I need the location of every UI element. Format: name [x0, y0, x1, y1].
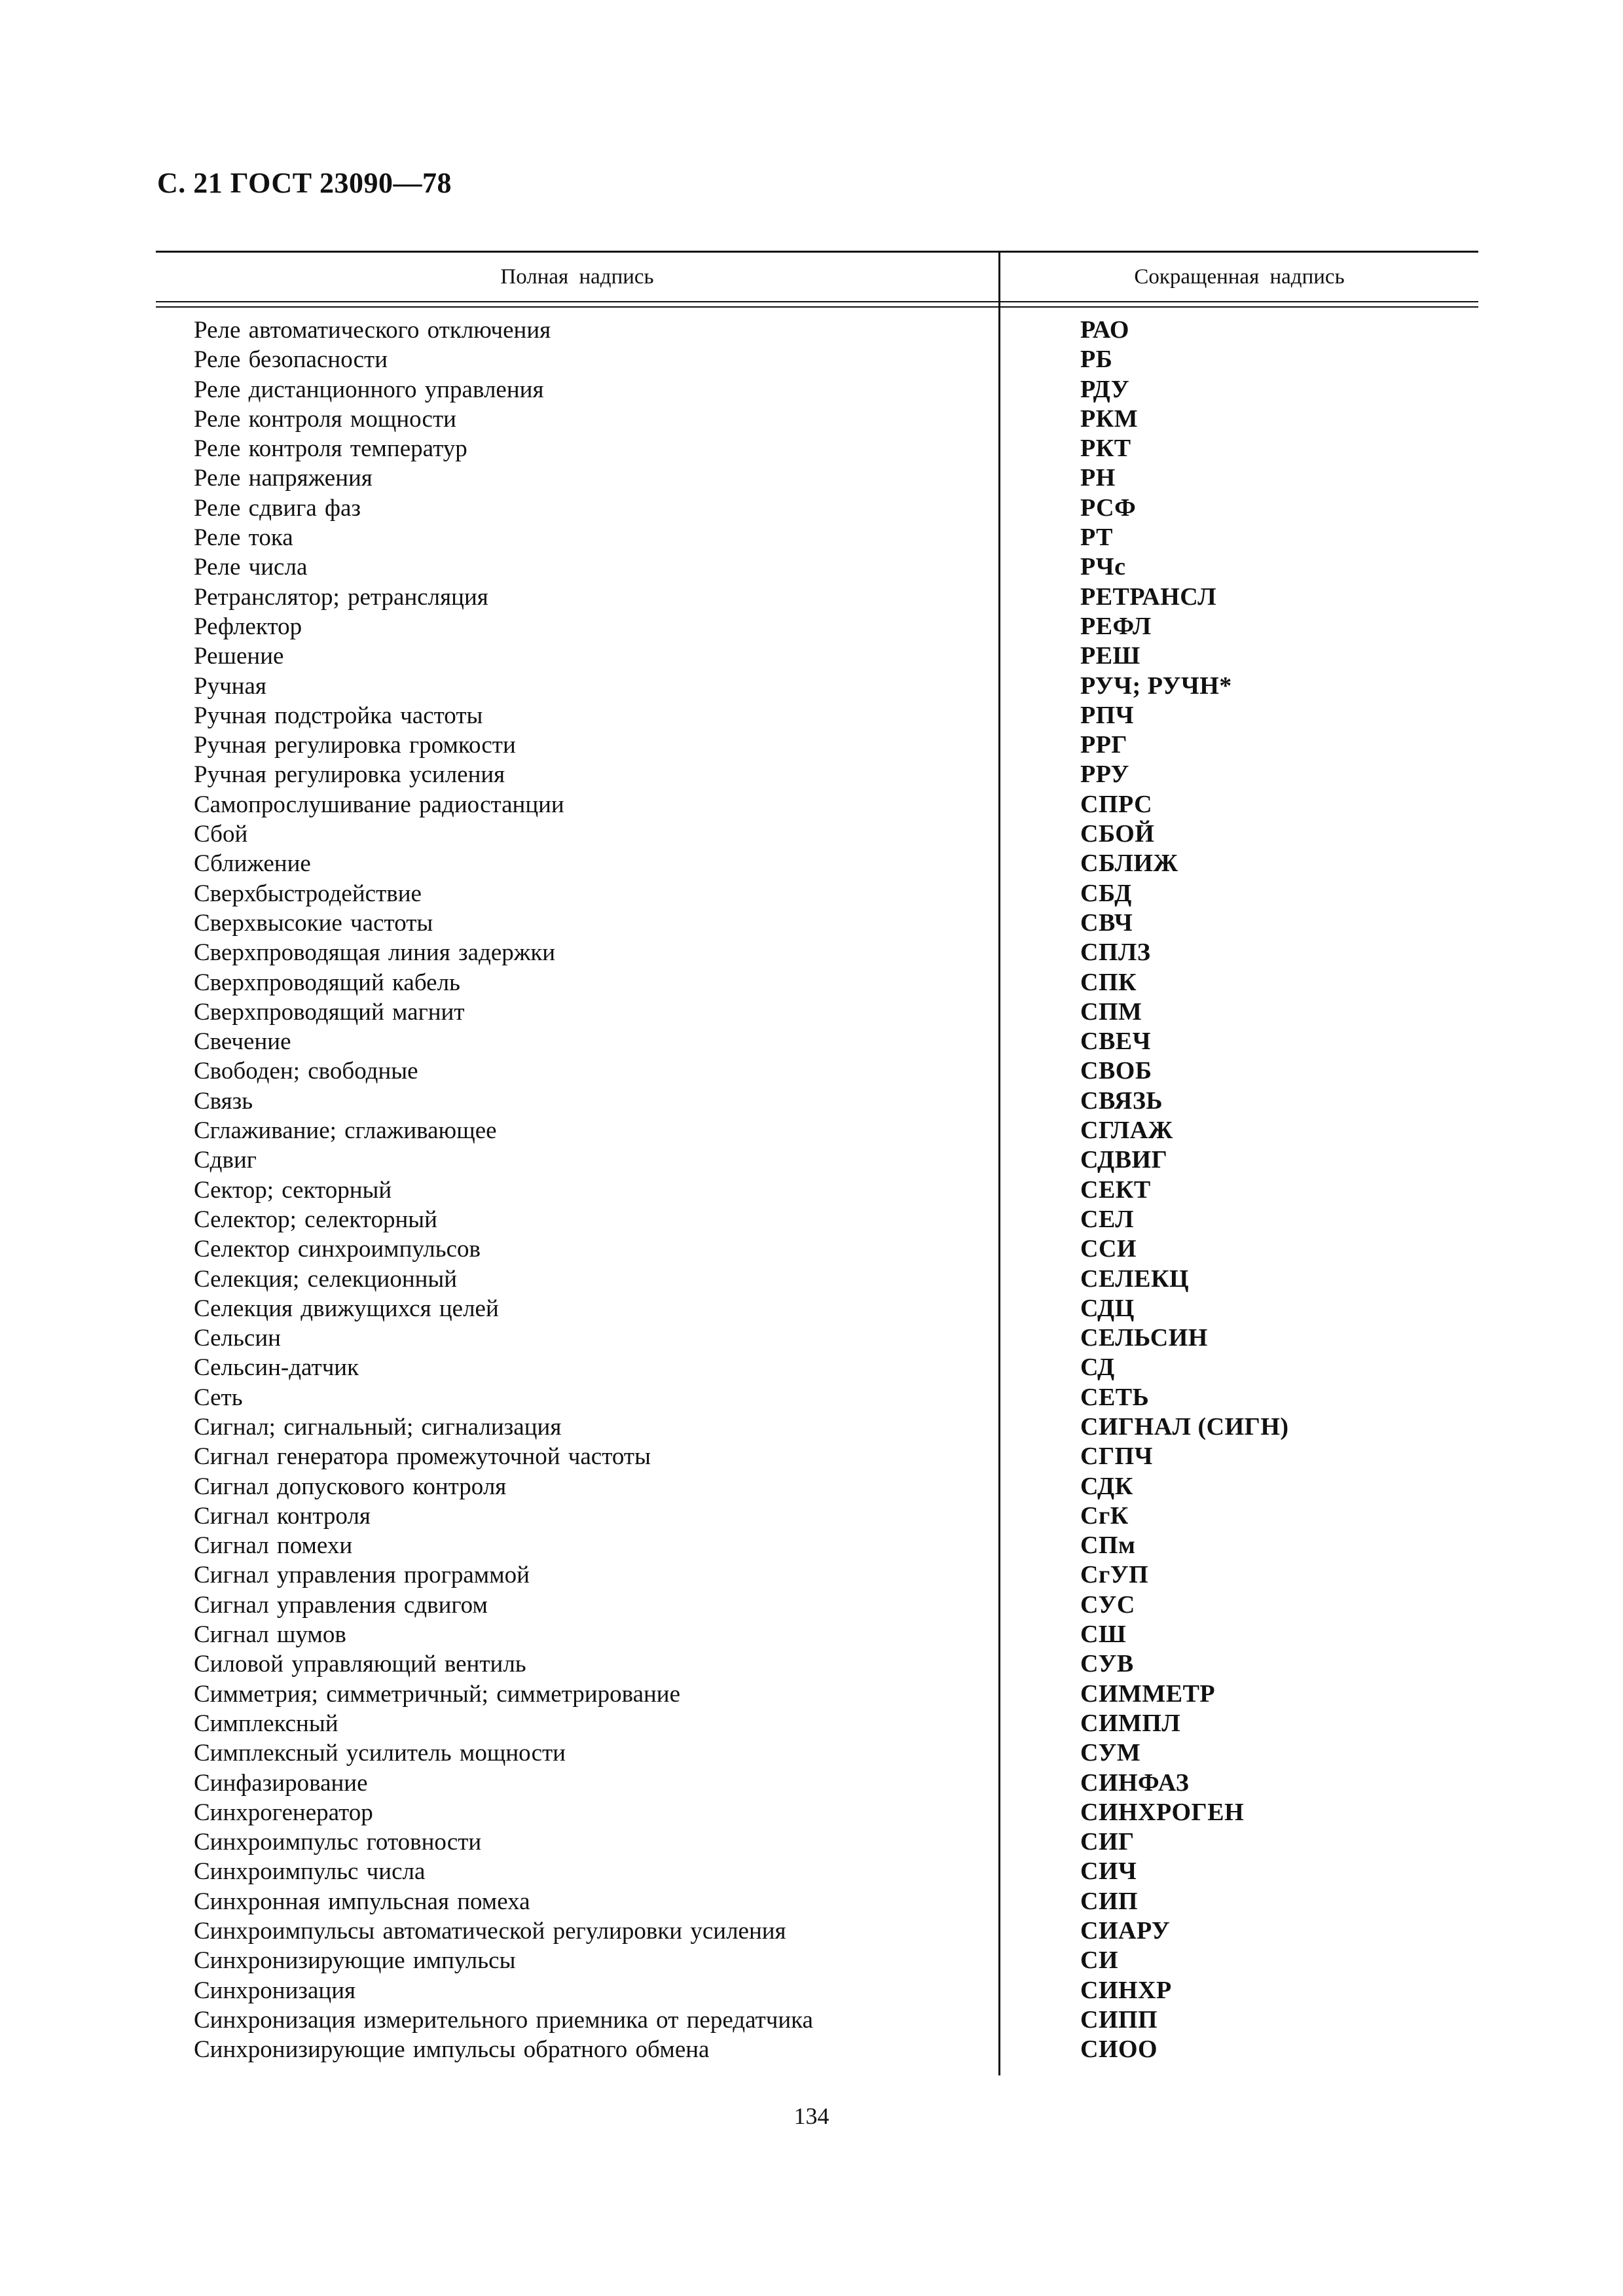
full-inscription: Сверхвысокие частоты [194, 909, 433, 937]
full-inscription: Синхрогенератор [194, 1799, 373, 1826]
abbreviated-inscription: СДВИГ [1080, 1146, 1168, 1174]
full-inscription: Селекция движущихся целей [194, 1295, 499, 1322]
full-inscription: Сигнал; сигнальный; сигнализация [194, 1413, 562, 1441]
abbreviated-inscription: СИНХРОГЕН [1080, 1798, 1245, 1826]
full-inscription: Симплексный [194, 1710, 338, 1737]
abbreviated-inscription: СПм [1080, 1532, 1136, 1560]
page-header: С. 21 ГОСТ 23090—78 [157, 167, 452, 199]
column-header-full: Полная надпись [156, 253, 1000, 301]
abbreviation-table [156, 251, 1478, 2075]
abbreviated-inscription: СИЧ [1080, 1857, 1137, 1886]
abbreviated-inscription: СИАРУ [1080, 1917, 1171, 1945]
abbreviated-inscription: РРГ [1080, 731, 1128, 759]
abbreviated-inscription: РУЧ; РУЧН* [1080, 672, 1232, 700]
abbreviated-inscription: СБЛИЖ [1080, 850, 1178, 878]
page-number: 134 [793, 2103, 830, 2129]
full-inscription: Синхронизирующие импульсы [194, 1947, 516, 1975]
table-header-row [156, 253, 1478, 301]
abbreviated-inscription: РДУ [1080, 375, 1130, 403]
table-body [156, 308, 1478, 2075]
full-inscription: Симметрия; симметричный; симметрирование [194, 1680, 681, 1708]
full-inscription: Сбой [194, 821, 248, 848]
full-inscription: Сдвиг [194, 1147, 257, 1174]
full-inscription: Сигнал управления программой [194, 1562, 530, 1589]
abbreviated-inscription: СИГ [1080, 1828, 1135, 1856]
full-inscription: Ручная регулировка громкости [194, 732, 516, 759]
abbreviated-inscription: СЕТЬ [1080, 1383, 1150, 1411]
full-inscription: Селектор синхроимпульсов [194, 1236, 481, 1263]
abbreviated-inscription: СИНФАЗ [1080, 1768, 1190, 1797]
full-inscription: Симплексный усилитель мощности [194, 1740, 566, 1767]
abbreviated-inscription: СД [1080, 1354, 1115, 1382]
full-inscription: Решение [194, 643, 284, 670]
abbreviated-inscription: РАО [1080, 316, 1129, 344]
full-inscription: Реле дистанционного управления [194, 376, 544, 403]
abbreviated-inscription: СИНХР [1080, 1976, 1172, 2004]
full-inscription: Реле контроля температур [194, 435, 467, 463]
full-inscription: Синхроимпульсы автоматической регулировки усиления [194, 1918, 786, 1945]
abbreviated-inscription: РПЧ [1080, 701, 1135, 729]
abbreviated-inscription: СИПП [1080, 2005, 1158, 2034]
full-inscription: Синхроимпульс готовности [194, 1829, 482, 1856]
header-double-rule [156, 301, 1478, 308]
abbreviated-inscription: СИ [1080, 1946, 1118, 1975]
full-inscription: Свечение [194, 1028, 291, 1056]
full-inscription: Сигнал контроля [194, 1502, 371, 1530]
abbreviated-inscription: РБ [1080, 346, 1113, 374]
full-inscription: Сельсин-датчик [194, 1354, 359, 1382]
abbreviated-inscription: СЕЛ [1080, 1205, 1135, 1233]
full-inscription: Сигнал помехи [194, 1532, 353, 1560]
full-inscription: Сближение [194, 850, 311, 878]
abbreviated-inscription: РЕФЛ [1080, 612, 1152, 640]
abbreviated-inscription: СДК [1080, 1472, 1133, 1500]
full-inscription: Реле напряжения [194, 465, 373, 492]
full-inscription: Синхронная импульсная помеха [194, 1888, 530, 1915]
abbreviated-inscription: РРУ [1080, 761, 1129, 789]
abbreviated-inscription: РЕШ [1080, 642, 1140, 670]
abbreviated-inscription: РКТ [1080, 435, 1131, 463]
full-inscription: Силовой управляющий вентиль [194, 1651, 526, 1678]
abbreviated-inscription: СВЧ [1080, 908, 1133, 937]
abbreviated-inscription: СПМ [1080, 997, 1142, 1026]
full-inscription: Связь [194, 1087, 253, 1115]
full-inscription: Синхронизация [194, 1977, 356, 2004]
abbreviated-inscription: СЕКТ [1080, 1175, 1151, 1204]
full-inscription: Ручная подстройка частоты [194, 702, 483, 729]
abbreviated-inscription: СПЛЗ [1080, 939, 1151, 967]
full-inscription: Синхронизирующие импульсы обратного обмена [194, 2036, 710, 2064]
full-inscription: Синхроимпульс числа [194, 1858, 426, 1886]
full-inscription: Самопрослушивание радиостанции [194, 791, 564, 818]
abbreviated-inscription: СгУП [1080, 1561, 1149, 1589]
full-inscription: Селектор; селекторный [194, 1206, 437, 1233]
abbreviated-inscription: СЕЛЬСИН [1080, 1324, 1208, 1352]
abbreviated-inscription: СПК [1080, 968, 1137, 996]
abbreviated-inscription: СУМ [1080, 1739, 1141, 1767]
full-inscription: Реле безопасности [194, 346, 388, 374]
abbreviated-inscription: СДЦ [1080, 1294, 1135, 1322]
full-inscription: Сверхпроводящий магнит [194, 998, 465, 1026]
full-inscription: Свободен; свободные [194, 1058, 418, 1085]
abbreviated-inscription: СВЕЧ [1080, 1028, 1152, 1056]
full-inscription: Реле автоматического отключения [194, 317, 551, 344]
full-inscription: Сглаживание; сглаживающее [194, 1117, 497, 1145]
abbreviated-inscription: СУС [1080, 1590, 1135, 1619]
abbreviated-inscription: СИП [1080, 1887, 1139, 1915]
full-inscription: Сверхпроводящая линия задержки [194, 939, 556, 967]
full-inscription: Синхронизация измерительного приемника от передатчика [194, 2006, 813, 2034]
full-inscription: Реле контроля мощности [194, 405, 456, 433]
abbreviated-inscription: СБД [1080, 879, 1132, 907]
full-inscription: Сельсин [194, 1325, 281, 1352]
full-inscription: Сигнал генератора промежуточной частоты [194, 1443, 651, 1471]
abbreviated-inscription: РКМ [1080, 404, 1139, 433]
abbreviated-inscription: СГПЧ [1080, 1443, 1154, 1471]
abbreviated-inscription: РЧс [1080, 553, 1126, 581]
abbreviation-column [1000, 308, 1478, 2075]
full-inscription: Сигнал шумов [194, 1621, 346, 1649]
full-inscription: Сверхпроводящий кабель [194, 969, 460, 996]
abbreviated-inscription: СИМПЛ [1080, 1709, 1181, 1737]
full-inscription: Синфазирование [194, 1769, 368, 1797]
abbreviated-inscription: СИОО [1080, 2036, 1158, 2064]
abbreviated-inscription: СИММЕТР [1080, 1679, 1216, 1708]
column-header-abbr: Сокращенная надпись [1134, 264, 1345, 289]
abbreviated-inscription: РЕТРАНСЛ [1080, 583, 1217, 611]
abbreviated-inscription: РСФ [1080, 493, 1137, 522]
full-inscription: Сеть [194, 1384, 243, 1411]
abbreviated-inscription: СБОЙ [1080, 820, 1155, 848]
abbreviated-inscription: СУВ [1080, 1650, 1134, 1678]
abbreviated-inscription: РН [1080, 464, 1116, 492]
full-inscription: Ручная регулировка усиления [194, 761, 505, 789]
full-inscription: Реле сдвига фаз [194, 494, 361, 522]
abbreviated-inscription: СШ [1080, 1621, 1127, 1649]
abbreviated-inscription: СВОБ [1080, 1057, 1152, 1085]
abbreviated-inscription: СИГНАЛ (СИГН) [1080, 1412, 1289, 1441]
full-inscription: Сигнал допускового контроля [194, 1473, 507, 1500]
abbreviated-inscription: РТ [1080, 524, 1114, 552]
abbreviated-inscription: СВЯЗЬ [1080, 1086, 1163, 1115]
full-inscription: Рефлектор [194, 613, 302, 640]
full-inscription: Ретранслятор; ретрансляция [194, 583, 488, 611]
abbreviated-inscription: СЕЛЕКЦ [1080, 1265, 1190, 1293]
abbreviated-inscription: СГЛАЖ [1080, 1117, 1173, 1145]
full-inscription: Реле числа [194, 554, 308, 581]
full-inscription: Реле тока [194, 524, 293, 552]
full-inscription: Сигнал управления сдвигом [194, 1591, 488, 1619]
abbreviated-inscription: СгК [1080, 1501, 1129, 1530]
full-inscription: Сектор; секторный [194, 1176, 392, 1204]
full-inscription: Сверхбыстродействие [194, 880, 422, 907]
full-inscription: Селекция; селекционный [194, 1265, 458, 1293]
full-text-column [156, 308, 1000, 2075]
abbreviated-inscription: ССИ [1080, 1235, 1137, 1263]
full-inscription: Ручная [194, 672, 266, 700]
abbreviated-inscription: СПРС [1080, 790, 1153, 818]
